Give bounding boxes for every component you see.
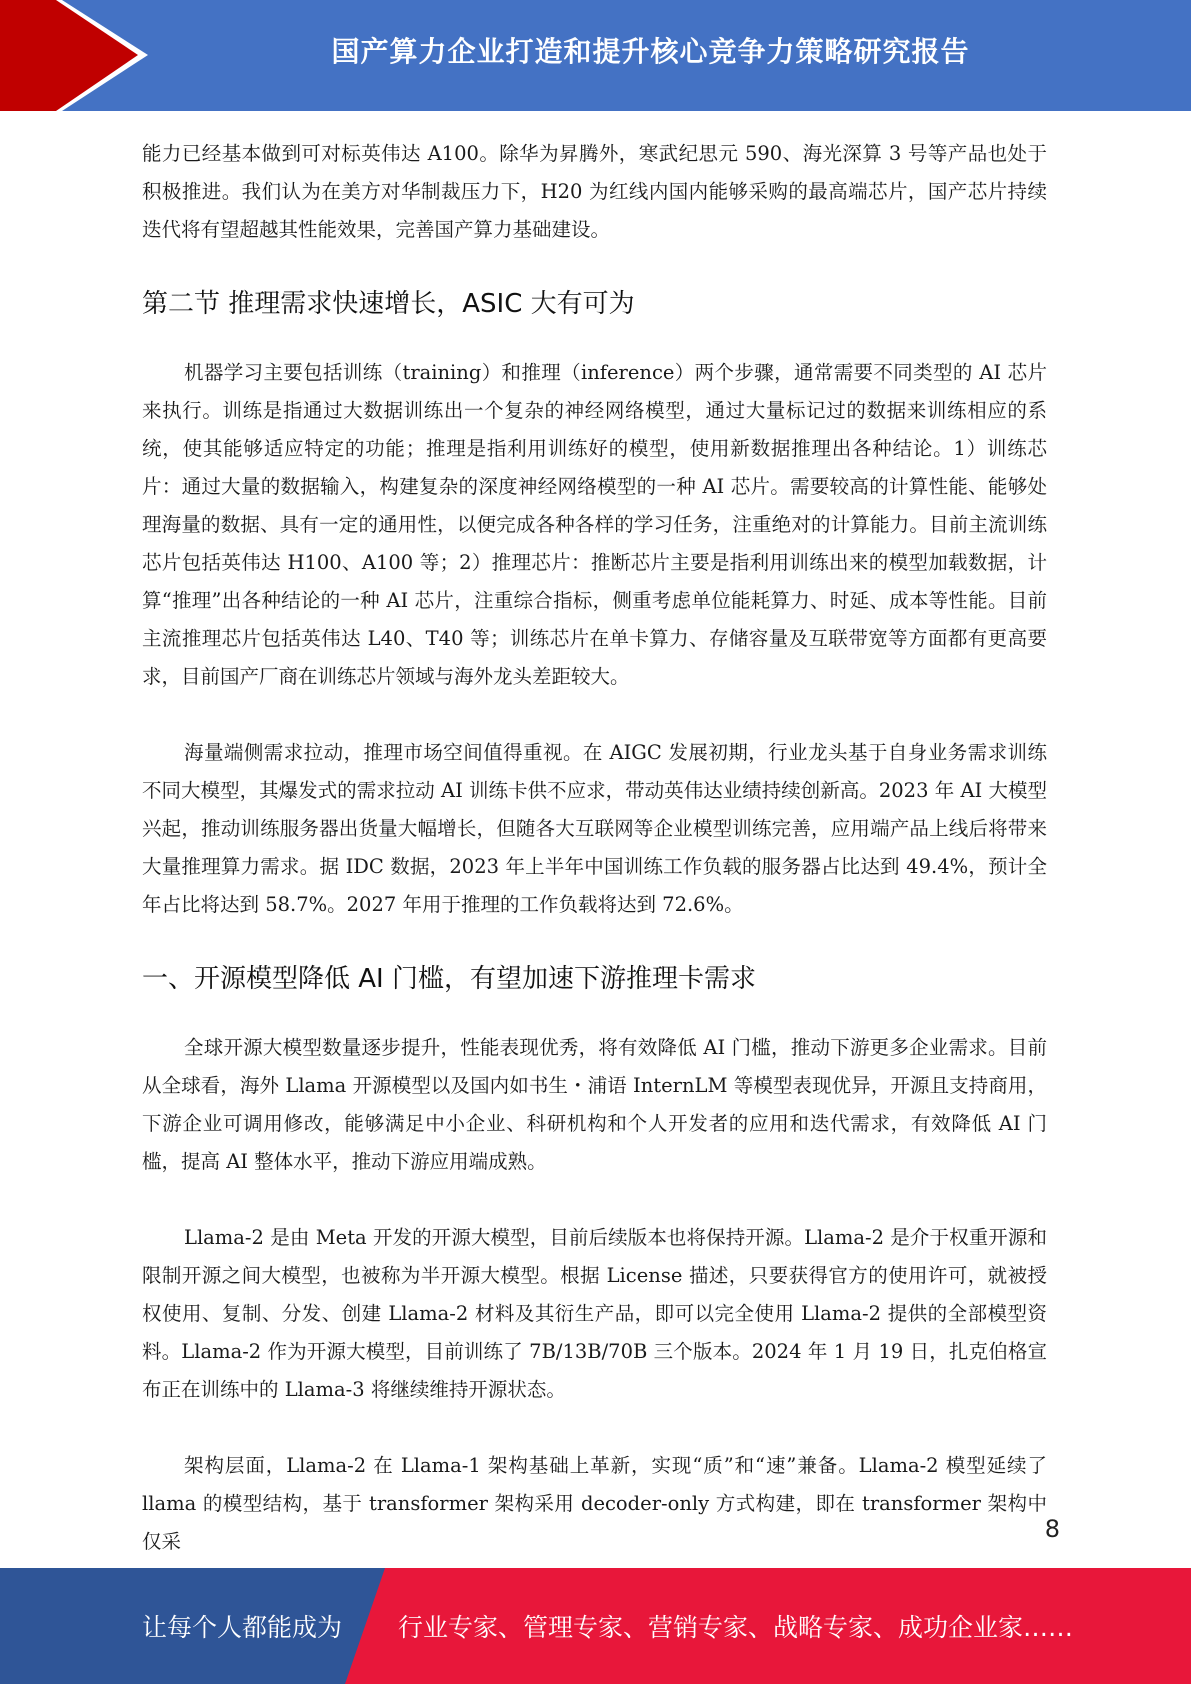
paragraph-llama2: Llama-2 是由 Meta 开发的开源大模型，目前后续版本也将保持开源。Llama-2 是介于权重开源和限制开源之间大模型，也被称为半开源大模型。根据 License 描述，只要获得官方的使用许可，就被授权使用、复制、分发、创建 Llama-2 材料及其衍生产品，即可以完全使用 Llama-2 提供的全部模型资料。Llama-2 作为开源大模型，目前训练了 7B/13B/70B 三个版本。2024 年 1 月 19 日，扎克伯格宣布正在训练中的 Llama-3 将继续维持开源状态。 xyxy=(142,1226,1047,1401)
page-header xyxy=(0,0,1191,111)
footer-slogan-left: 让每个人都能成为 xyxy=(142,1613,343,1642)
paragraph-architecture: 架构层面，Llama-2 在 Llama-1 架构基础上革新，实现“质”和“速”兼备。Llama-2 模型延续了 llama 的模型结构，基于 transformer 架构采用 decoder-only 方式构建，即在 transformer 架构中仅采 xyxy=(142,1454,1047,1553)
paragraph-edge-demand: 海量端侧需求拉动，推理市场空间值得重视。在 AIGC 发展初期，行业龙头基于自身业务需求训练不同大模型，其爆发式的需求拉动 AI 训练卡供不应求，带动英伟达业绩持续创新高。2023 年 AI 大模型兴起，推动训练服务器出货量大幅增长，但随各大互联网等企业模型训练完善，应用端产品上线后将带来大量推理算力需求。据 IDC 数据，2023 年上半年中国训练工作负载的服务器占比达到 49.4%，预计全年占比将达到 58.7%。2027 年用于推理的工作负载将达到 72.6%。 xyxy=(142,741,1047,916)
paragraph-training-inference: 机器学习主要包括训练（training）和推理（inference）两个步骤，通常需要不同类型的 AI 芯片来执行。训练是指通过大数据训练出一个复杂的神经网络模型，通过大量标记过的数据来训练相应的系统，使其能够适应特定的功能；推理是指利用训练好的模型，使用新数据推理出各种结论。1）训练芯片：通过大量的数据输入，构建复杂的深度神经网络模型的一种 AI 芯片。需要较高的计算性能、能够处理海量的数据、具有一定的通用性，以便完成各种各样的学习任务，注重绝对的计算能力。目前主流训练芯片包括英伟达 H100、A100 等；2）推理芯片：推断芯片主要是指利用训练出来的模型加载数据，计算“推理”出各种结论的一种 AI 芯片，注重综合指标，侧重考虑单位能耗算力、时延、成本等性能。目前主流推理芯片包括英伟达 L40、T40 等；训练芯片在单卡算力、存储容量及互联带宽等方面都有更高要求，目前国产厂商在训练芯片领域与海外龙头差距较大。 xyxy=(142,361,1047,688)
paragraph-open-source-models: 全球开源大模型数量逐步提升，性能表现优秀，将有效降低 AI 门槛，推动下游更多企业需求。目前从全球看，海外 Llama 开源模型以及国内如书生・浦语 InternLM 等模型表现优异，开源且支持商用，下游企业可调用修改，能够满足中小企业、科研机构和个人开发者的应用和迭代需求，有效降低 AI 门槛，提高 AI 整体水平，推动下游应用端成熟。 xyxy=(142,1036,1047,1173)
intro-paragraph: 能力已经基本做到可对标英伟达 A100。除华为昇腾外，寒武纪思元 590、海光深算 3 号等产品也处于积极推进。我们认为在美方对华制裁压力下，H20 为红线内国内能够采购的最高端芯片，国产芯片持续迭代将有望超越其性能效果，完善国产算力基础建设。 xyxy=(142,142,1047,241)
page-content xyxy=(142,135,1047,1561)
section-heading-inference: 第二节 推理需求快速增长，ASIC 大有可为 xyxy=(142,289,635,319)
subsection-heading-open-source: 一、开源模型降低 AI 门槛，有望加速下游推理卡需求 xyxy=(142,964,756,994)
page-footer xyxy=(0,1568,1191,1684)
document-title: 国产算力企业打造和提升核心竞争力策略研究报告 xyxy=(331,35,970,68)
page-number: 8 xyxy=(1044,1515,1060,1543)
footer-slogan-right: 行业专家、管理专家、营销专家、战略专家、成功企业家…… xyxy=(398,1613,1074,1642)
